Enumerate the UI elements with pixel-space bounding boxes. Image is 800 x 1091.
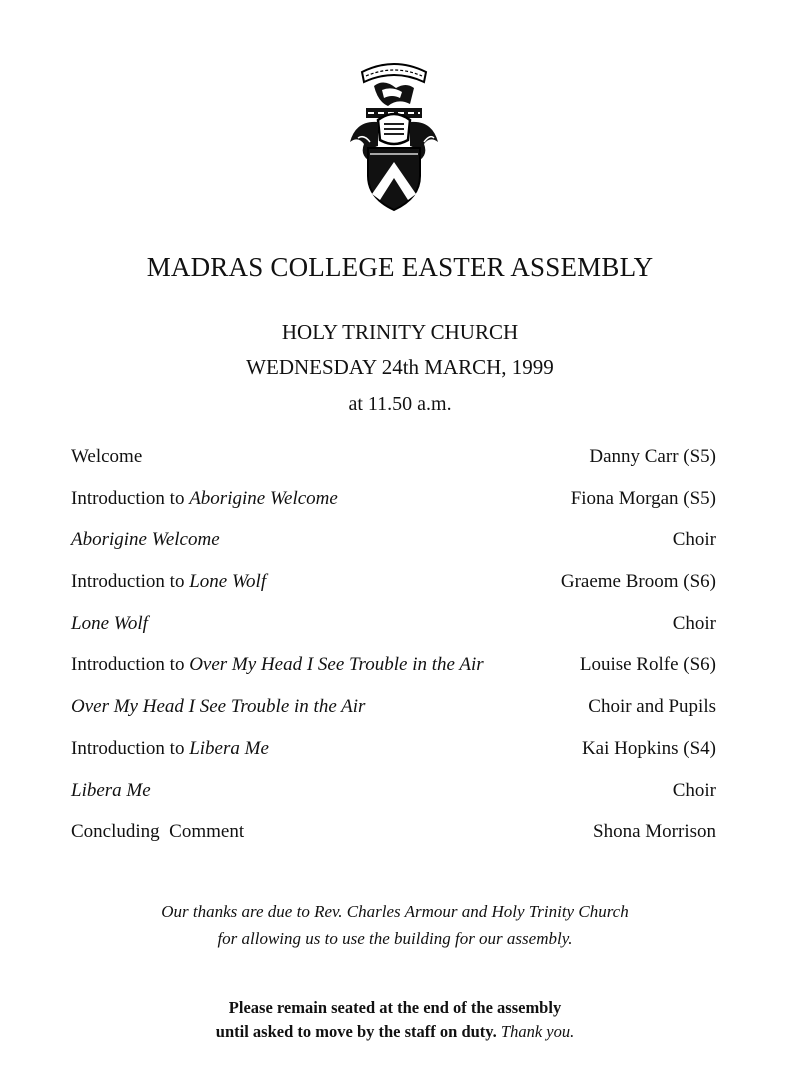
programme-item xyxy=(71,488,338,510)
programme-item xyxy=(71,446,142,468)
school-coat-of-arms-icon xyxy=(344,58,444,214)
item-prefix: Introduction to xyxy=(71,654,190,676)
programme-row xyxy=(71,821,716,863)
programme-item xyxy=(71,654,484,676)
item-prefix: Introduction to xyxy=(71,487,190,509)
notice-line-text: until asked to move by the staff on duty. xyxy=(215,1022,497,1041)
time-heading: at 11.50 a.m. xyxy=(348,393,452,415)
programme-item xyxy=(71,821,244,843)
item-title: Lone Wolf xyxy=(189,571,267,593)
programme-row xyxy=(71,529,716,571)
programme-performer: Choir xyxy=(672,779,716,801)
item-title: Libera Me xyxy=(71,779,151,801)
programme-row xyxy=(71,488,716,530)
programme-performer: Choir xyxy=(672,612,716,634)
programme-item xyxy=(71,571,266,593)
item-prefix: Introduction to xyxy=(71,571,190,593)
programme-row xyxy=(71,780,716,822)
programme-row xyxy=(71,613,716,655)
programme-item xyxy=(71,738,269,760)
acknowledgement-line: Our thanks are due to Rev. Charles Armour and Holy Trinity Church xyxy=(161,902,629,921)
acknowledgement-line: for allowing us to use the building for our assembly. xyxy=(217,929,573,948)
page-title: MADRAS COLLEGE EASTER ASSEMBLY xyxy=(146,252,654,282)
acknowledgement-text xyxy=(0,898,790,952)
programme-performer: Louise Rolfe (S6) xyxy=(579,654,716,676)
programme-row xyxy=(71,696,716,738)
item-title: Aborigine Welcome xyxy=(189,487,338,509)
item-title: Libera Me xyxy=(189,737,269,759)
thank-you-text: Thank you. xyxy=(500,1022,575,1041)
item-title: Over My Head I See Trouble in the Air xyxy=(71,696,366,718)
programme-performer: Graeme Broom (S6) xyxy=(560,571,716,593)
programme-item xyxy=(71,613,148,635)
programme-item xyxy=(71,780,151,802)
programme-performer: Choir xyxy=(672,529,716,551)
item-title: Over My Head I See Trouble in the Air xyxy=(189,654,484,676)
notice-line: Please remain seated at the end of the assembly xyxy=(228,998,562,1017)
item-title: Aborigine Welcome xyxy=(71,529,220,551)
programme-performer: Choir and Pupils xyxy=(588,696,716,718)
programme-performer: Fiona Morgan (S5) xyxy=(570,487,716,509)
item-prefix: Welcome xyxy=(71,446,143,467)
programme-row xyxy=(71,571,716,613)
item-title: Lone Wolf xyxy=(71,612,148,634)
date-heading: WEDNESDAY 24th MARCH, 1999 xyxy=(246,355,554,379)
item-prefix: Concluding Comment xyxy=(71,821,245,843)
programme-item xyxy=(71,696,365,718)
programme-list xyxy=(71,446,716,863)
programme-performer: Shona Morrison xyxy=(593,821,716,843)
programme-row xyxy=(71,738,716,780)
notice-line xyxy=(0,1020,790,1044)
programme-performer: Kai Hopkins (S4) xyxy=(581,737,716,759)
programme-row xyxy=(71,654,716,696)
programme-item xyxy=(71,529,220,551)
venue-heading: HOLY TRINITY CHURCH xyxy=(281,320,519,344)
programme-row xyxy=(71,446,716,488)
programme-performer: Danny Carr (S5) xyxy=(589,446,716,467)
seating-notice xyxy=(0,996,790,1044)
item-prefix: Introduction to xyxy=(71,737,190,759)
